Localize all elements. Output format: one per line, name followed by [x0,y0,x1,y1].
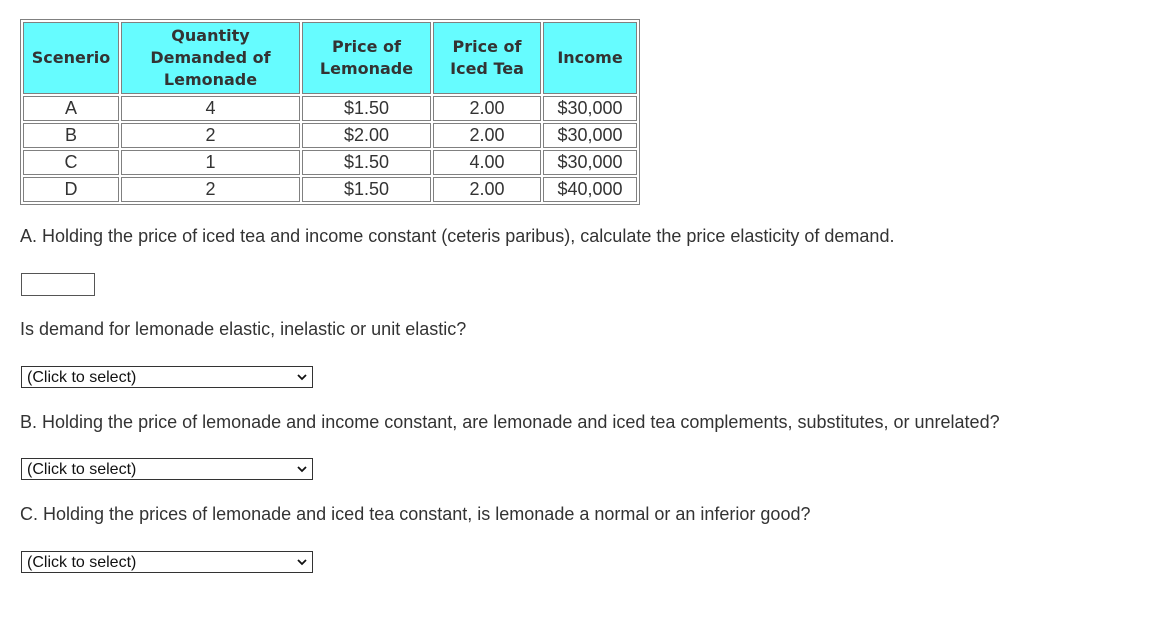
cell-income: $30,000 [543,123,637,148]
scenario-table [20,19,640,205]
cell-income: $40,000 [543,177,637,202]
cell-quantity: 4 [121,96,300,121]
cell-price-tea: 2.00 [433,123,541,148]
header-price-lemonade-line1: Price of [332,37,401,56]
header-price-tea-line2: Iced Tea [450,59,524,78]
cell-price-lemonade: $1.50 [302,96,431,121]
good-type-select-value: (Click to select) [27,554,137,571]
header-scenario [23,22,119,94]
header-quantity-line1: Quantity [171,26,250,45]
cell-scenario: C [23,150,119,175]
header-price-tea [433,22,541,94]
header-scenario-label: Scenerio [31,48,111,67]
cell-quantity: 1 [121,150,300,175]
cell-quantity: 2 [121,177,300,202]
goods-relationship-select-value: (Click to select) [27,461,137,478]
table-header-row [23,22,637,94]
question-elastic-text: Is demand for lemonade elastic, inelastic or unit elastic? [20,319,467,339]
table-row [23,150,637,175]
table-row [23,177,637,202]
elasticity-type-select-value: (Click to select) [27,369,137,386]
chevron-down-icon [296,463,308,475]
cell-scenario: B [23,123,119,148]
cell-quantity: 2 [121,123,300,148]
good-type-select[interactable] [21,551,313,573]
cell-scenario: D [23,177,119,202]
header-income-label: Income [557,48,623,67]
cell-price-lemonade: $1.50 [302,177,431,202]
elasticity-type-select[interactable] [21,366,313,388]
header-income [543,22,637,94]
chevron-down-icon [296,371,308,383]
cell-price-tea: 2.00 [433,177,541,202]
cell-price-lemonade: $2.00 [302,123,431,148]
cell-income: $30,000 [543,150,637,175]
cell-price-tea: 2.00 [433,96,541,121]
cell-scenario: A [23,96,119,121]
header-price-lemonade [302,22,431,94]
header-quantity-line3: Lemonade [163,70,258,89]
cell-price-lemonade: $1.50 [302,150,431,175]
elasticity-answer-input[interactable] [21,273,95,296]
table-row [23,123,637,148]
cell-income: $30,000 [543,96,637,121]
question-b-text: B. Holding the price of lemonade and income constant, are lemonade and iced tea complements, substitutes, or unrelated? [20,412,1000,432]
header-price-lemonade-line2: Lemonade [319,59,414,78]
chevron-down-icon [296,556,308,568]
question-a-text: A. Holding the price of iced tea and income constant (ceteris paribus), calculate the price elasticity of demand. [20,226,895,246]
header-price-tea-line1: Price of [452,37,522,56]
question-c-text: C. Holding the prices of lemonade and iced tea constant, is lemonade a normal or an inferior good? [20,504,811,524]
header-quantity [121,22,300,94]
table-row [23,96,637,121]
cell-price-tea: 4.00 [433,150,541,175]
header-quantity-line2: Demanded of [150,48,271,67]
goods-relationship-select[interactable] [21,458,313,480]
